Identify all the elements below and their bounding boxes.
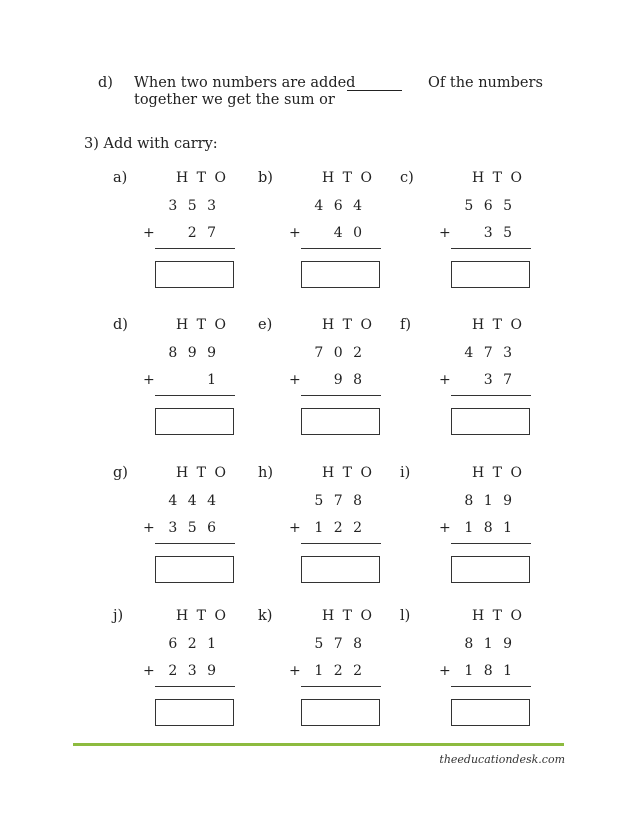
question-d-line1: When two numbers are added	[134, 75, 356, 91]
bottom-number: 3 5 6	[168, 520, 219, 536]
hto-header: H T O	[176, 170, 228, 186]
problem-label: b)	[258, 170, 273, 186]
problem-label: k)	[258, 608, 273, 624]
answer-box[interactable]	[451, 556, 530, 583]
bottom-number: 1 2 2	[314, 663, 365, 679]
hto-header: H T O	[472, 608, 524, 624]
footer-website: theeducationdesk.com	[439, 753, 565, 766]
footer-divider	[73, 743, 564, 746]
sum-rule	[155, 686, 235, 687]
hto-header: H T O	[176, 465, 228, 481]
top-number: 3 5 3	[168, 198, 219, 214]
top-number: 5 6 5	[464, 198, 515, 214]
answer-box[interactable]	[451, 699, 530, 726]
answer-box[interactable]	[301, 261, 380, 288]
sum-rule	[301, 248, 381, 249]
problem-label: g)	[113, 465, 128, 481]
bottom-number: 9 8	[333, 372, 365, 388]
problem-label: c)	[400, 170, 414, 186]
bottom-number: 2 3 9	[168, 663, 219, 679]
top-number: 6 2 1	[168, 636, 219, 652]
top-number: 8 1 9	[464, 636, 515, 652]
plus-sign: +	[289, 225, 301, 241]
plus-sign: +	[289, 372, 301, 388]
plus-sign: +	[439, 225, 451, 241]
answer-box[interactable]	[155, 556, 234, 583]
hto-header: H T O	[472, 170, 524, 186]
section-title: 3) Add with carry:	[84, 136, 218, 152]
bottom-number: 1 2 2	[314, 520, 365, 536]
problem-label: e)	[258, 317, 273, 333]
problem-label: l)	[400, 608, 411, 624]
answer-box[interactable]	[301, 408, 380, 435]
top-number: 4 7 3	[464, 345, 515, 361]
sum-rule	[301, 686, 381, 687]
sum-rule	[451, 543, 531, 544]
problem-label: i)	[400, 465, 411, 481]
hto-header: H T O	[322, 608, 374, 624]
plus-sign: +	[439, 520, 451, 536]
plus-sign: +	[439, 372, 451, 388]
hto-header: H T O	[322, 465, 374, 481]
plus-sign: +	[143, 663, 155, 679]
question-d-tail: Of the numbers	[428, 75, 543, 91]
bottom-number: 2 7	[187, 225, 219, 241]
plus-sign: +	[143, 372, 155, 388]
top-number: 4 4 4	[168, 493, 219, 509]
question-d-label: d)	[98, 75, 113, 91]
sum-rule	[155, 543, 235, 544]
bottom-number: 1 8 1	[464, 663, 515, 679]
sum-rule	[301, 543, 381, 544]
answer-box[interactable]	[155, 699, 234, 726]
problem-label: h)	[258, 465, 273, 481]
answer-box[interactable]	[155, 261, 234, 288]
top-number: 5 7 8	[314, 493, 365, 509]
plus-sign: +	[289, 663, 301, 679]
answer-box[interactable]	[155, 408, 234, 435]
sum-rule	[155, 248, 235, 249]
bottom-number: 3 7	[483, 372, 515, 388]
top-number: 7 0 2	[314, 345, 365, 361]
bottom-number: 1 8 1	[464, 520, 515, 536]
sum-rule	[451, 248, 531, 249]
plus-sign: +	[143, 520, 155, 536]
problem-label: j)	[113, 608, 124, 624]
hto-header: H T O	[176, 608, 228, 624]
hto-header: H T O	[472, 317, 524, 333]
answer-box[interactable]	[301, 556, 380, 583]
answer-box[interactable]	[451, 408, 530, 435]
question-d-line2: together we get the sum or	[134, 92, 335, 108]
answer-box[interactable]	[451, 261, 530, 288]
bottom-number: 3 5	[483, 225, 515, 241]
bottom-number: 4 0	[333, 225, 365, 241]
sum-rule	[451, 686, 531, 687]
bottom-number: 1	[207, 372, 219, 388]
top-number: 8 9 9	[168, 345, 219, 361]
top-number: 8 1 9	[464, 493, 515, 509]
problem-label: d)	[113, 317, 128, 333]
top-number: 4 6 4	[314, 198, 365, 214]
hto-header: H T O	[472, 465, 524, 481]
problem-label: a)	[113, 170, 128, 186]
answer-box[interactable]	[301, 699, 380, 726]
plus-sign: +	[289, 520, 301, 536]
hto-header: H T O	[176, 317, 228, 333]
sum-rule	[301, 395, 381, 396]
plus-sign: +	[143, 225, 155, 241]
sum-rule	[155, 395, 235, 396]
fill-in-blank[interactable]	[347, 90, 402, 91]
hto-header: H T O	[322, 317, 374, 333]
hto-header: H T O	[322, 170, 374, 186]
plus-sign: +	[439, 663, 451, 679]
top-number: 5 7 8	[314, 636, 365, 652]
problem-label: f)	[400, 317, 412, 333]
sum-rule	[451, 395, 531, 396]
